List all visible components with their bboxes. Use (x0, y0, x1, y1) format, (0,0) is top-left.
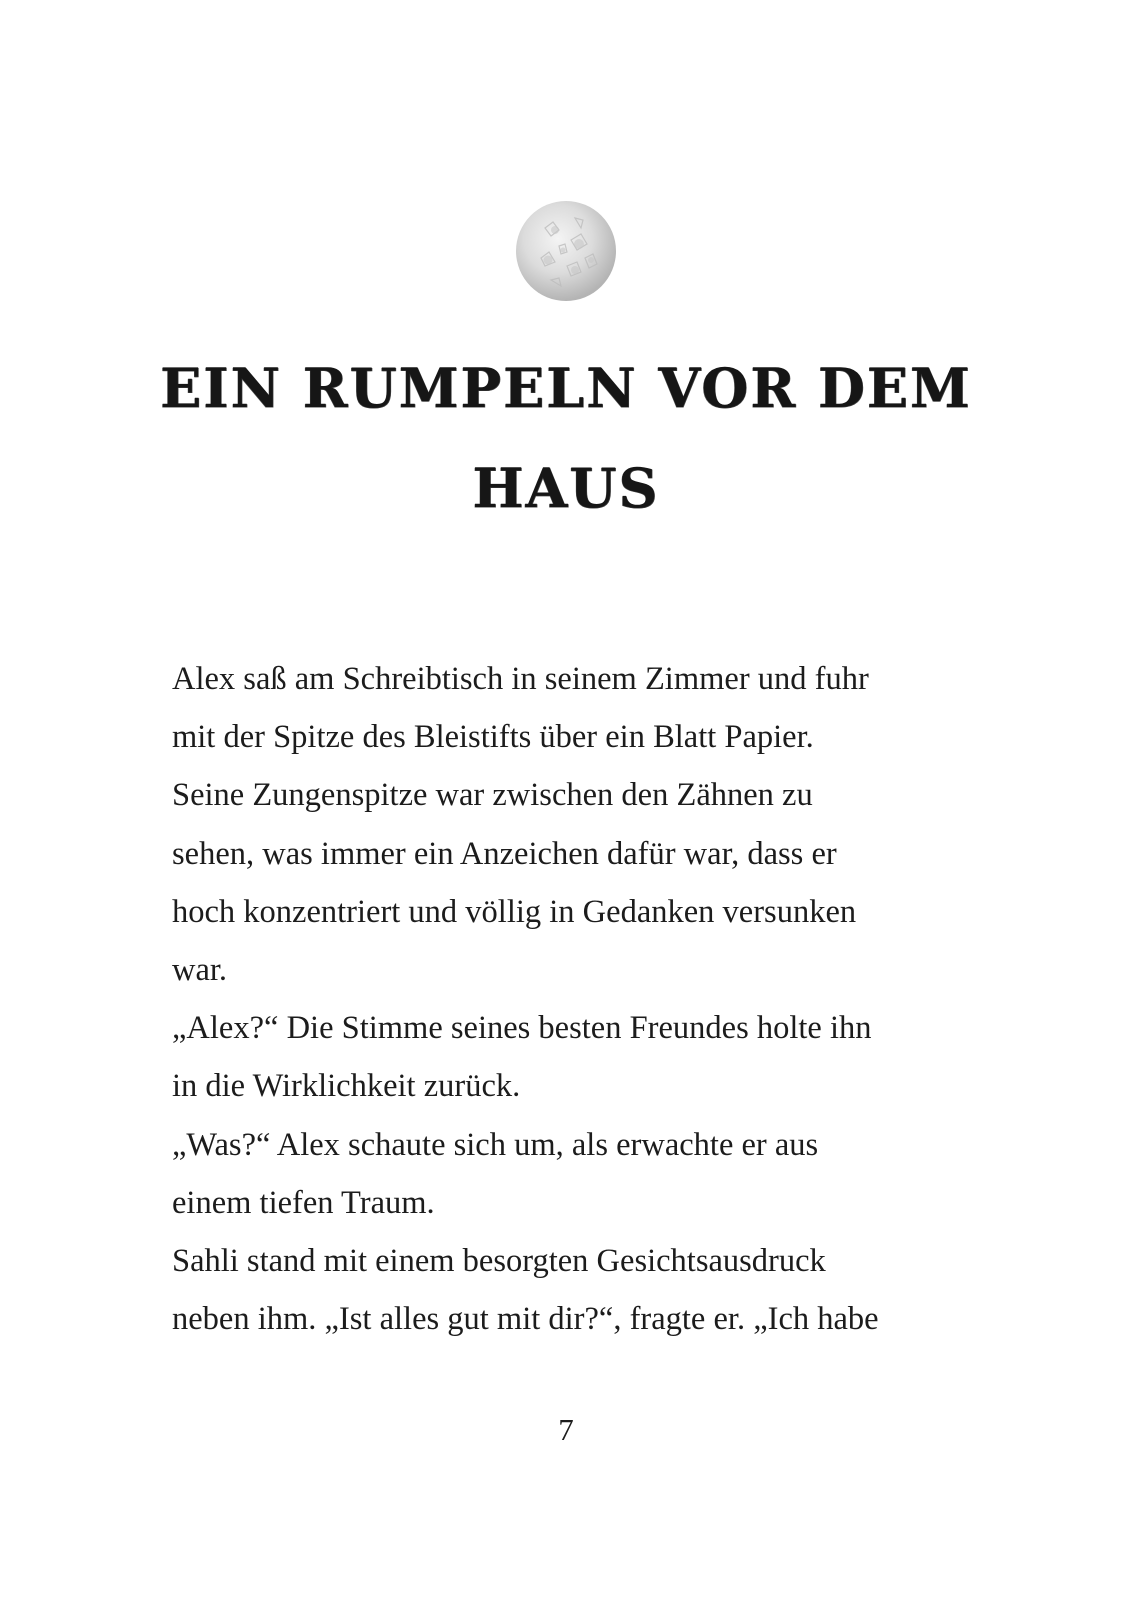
chapter-title-line-2: HAUS (472, 456, 660, 520)
body-line: in die Wirklichkeit zurück. (172, 1068, 521, 1105)
body-line: sehen, was immer ein Anzeichen dafür war, dass er (172, 835, 837, 872)
body-line: hoch konzentriert und völlig in Gedanken versunken (172, 893, 857, 930)
page-number: 7 (558, 1412, 574, 1447)
body-line: war. (172, 952, 228, 989)
body-text (172, 650, 972, 1348)
body-line: Alex saß am Schreibtisch in seinem Zimmer und fuhr (172, 661, 869, 697)
body-line: einem tiefen Traum. (172, 1184, 435, 1221)
chapter-title (100, 338, 1032, 538)
body-line: mit der Spitze des Bleistifts über ein Blatt Papier. (172, 719, 814, 756)
body-line: neben ihm. „Ist alles gut mit dir?“, fragte er. „Ich habe (172, 1301, 879, 1338)
body-line: Seine Zungenspitze war zwischen den Zähnen zu (172, 777, 813, 814)
body-line: Sahli stand mit einem besorgten Gesichtsausdruck (172, 1243, 826, 1280)
body-line: „Alex?“ Die Stimme seines besten Freundes holte ihn (172, 1010, 872, 1047)
body-line: „Was?“ Alex schaute sich um, als erwachte er aus (172, 1126, 819, 1163)
moon-icon (515, 200, 617, 302)
chapter-title-line-1: EIN RUMPELN VOR DEM (160, 356, 972, 420)
